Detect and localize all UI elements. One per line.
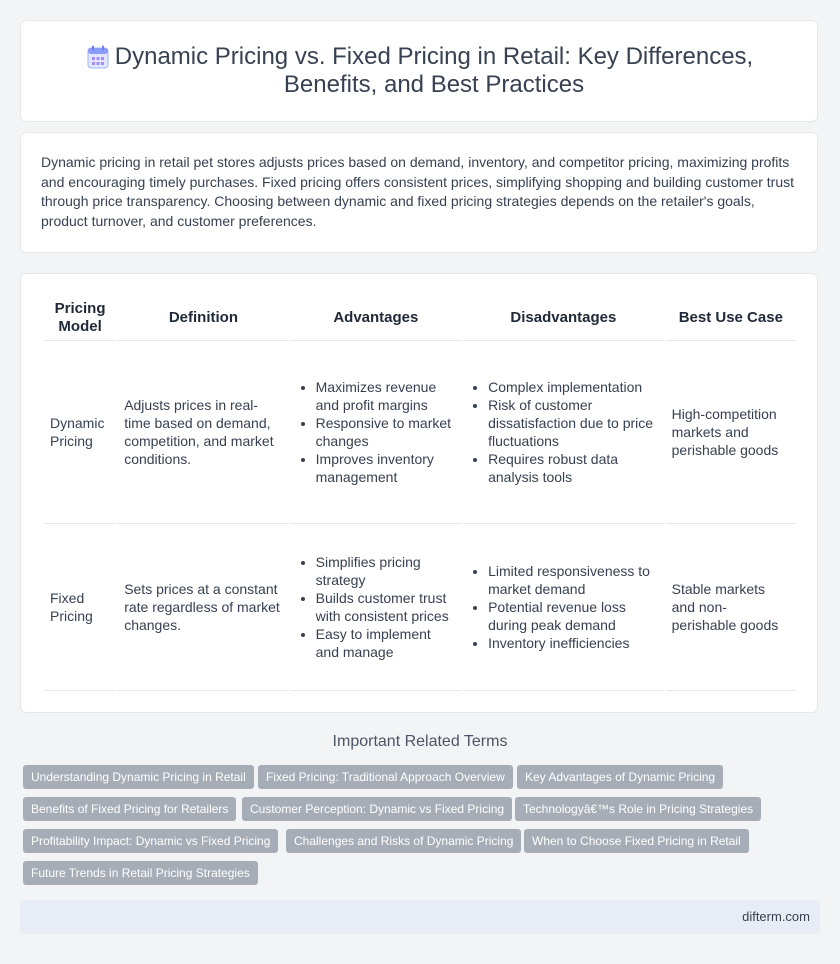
cell-advantages bbox=[291, 524, 461, 691]
cell-model: Dynamic Pricing bbox=[44, 341, 116, 524]
list-item: • Easy to implement and manage bbox=[316, 625, 455, 661]
list-item: • Risk of customer dissatisfaction due to price fluctuations bbox=[488, 396, 658, 450]
related-term-tag[interactable]: Future Trends in Retail Pricing Strategies bbox=[23, 861, 258, 885]
cell-disadvantages bbox=[463, 524, 664, 691]
related-term-tag[interactable]: Technologyâ€™s Role in Pricing Strategies bbox=[515, 797, 761, 821]
cell-definition: Adjusts prices in real-time based on demand, competition, and market conditions. bbox=[118, 341, 288, 524]
cell-use-case: Stable markets and non-perishable goods bbox=[666, 524, 796, 691]
list-item: • Maximizes revenue and profit margins bbox=[316, 378, 455, 414]
footer-brand[interactable]: difterm.com bbox=[742, 909, 810, 924]
header-card bbox=[20, 20, 818, 122]
header-best-use-case: Best Use Case bbox=[666, 296, 796, 341]
list-item: • Simplifies pricing strategy bbox=[316, 553, 455, 589]
list-item: • Potential revenue loss during peak demand bbox=[488, 598, 658, 634]
page-title: Dynamic Pricing vs. Fixed Pricing in Retail: Key Differences, Benefits, and Best Practices bbox=[114, 43, 754, 98]
related-term-tag[interactable]: Profitability Impact: Dynamic vs Fixed Pricing bbox=[23, 829, 278, 853]
related-term-tag[interactable]: Key Advantages of Dynamic Pricing bbox=[517, 765, 723, 789]
list-item: • Builds customer trust with consistent prices bbox=[316, 589, 455, 625]
header-disadvantages: Disadvantages bbox=[463, 296, 664, 341]
list-item: • Requires robust data analysis tools bbox=[488, 450, 658, 486]
cell-use-case: High-competition markets and perishable goods bbox=[666, 341, 796, 524]
related-term-tag[interactable]: Understanding Dynamic Pricing in Retail bbox=[23, 765, 254, 789]
list-item: • Improves inventory management bbox=[316, 450, 455, 486]
related-term-tag[interactable]: Customer Perception: Dynamic vs Fixed Pricing bbox=[242, 797, 512, 821]
related-term-tag[interactable]: When to Choose Fixed Pricing in Retail bbox=[524, 829, 749, 853]
table-row bbox=[44, 341, 796, 524]
table-row bbox=[44, 524, 796, 691]
list-item: • Responsive to market changes bbox=[316, 414, 455, 450]
related-term-tag[interactable]: Challenges and Risks of Dynamic Pricing bbox=[286, 829, 521, 853]
list-item: • Limited responsiveness to market demand bbox=[488, 562, 658, 598]
cell-definition: Sets prices at a constant rate regardless of market changes. bbox=[118, 524, 288, 691]
comparison-table bbox=[42, 296, 798, 691]
cell-advantages bbox=[291, 341, 461, 524]
footer bbox=[20, 900, 820, 934]
related-term-tag[interactable]: Benefits of Fixed Pricing for Retailers bbox=[23, 797, 236, 821]
comparison-table-card bbox=[20, 273, 818, 713]
related-term-tag[interactable]: Fixed Pricing: Traditional Approach Overview bbox=[258, 765, 513, 789]
cell-disadvantages bbox=[463, 341, 664, 524]
intro-text: Dynamic pricing in retail pet stores adjusts prices based on demand, inventory, and competitor pricing, maximizing profits and encouraging timely purchases. Fixed pricing offers consistent prices, simplifying shopping and building customer trust through price transparency. Choosing between dynamic and fixed pricing strategies depends on the retailer's goals, product turnover, and customer preferences. bbox=[41, 154, 795, 229]
header-definition: Definition bbox=[118, 296, 288, 341]
related-terms-title: Important Related Terms bbox=[332, 733, 508, 750]
header-pricing-model: Pricing Model bbox=[44, 296, 116, 341]
intro-card bbox=[20, 132, 818, 253]
list-item: • Complex implementation bbox=[488, 378, 658, 396]
list-item: • Inventory inefficiencies bbox=[488, 634, 658, 652]
header-advantages: Advantages bbox=[291, 296, 461, 341]
cell-model: Fixed Pricing bbox=[44, 524, 116, 691]
